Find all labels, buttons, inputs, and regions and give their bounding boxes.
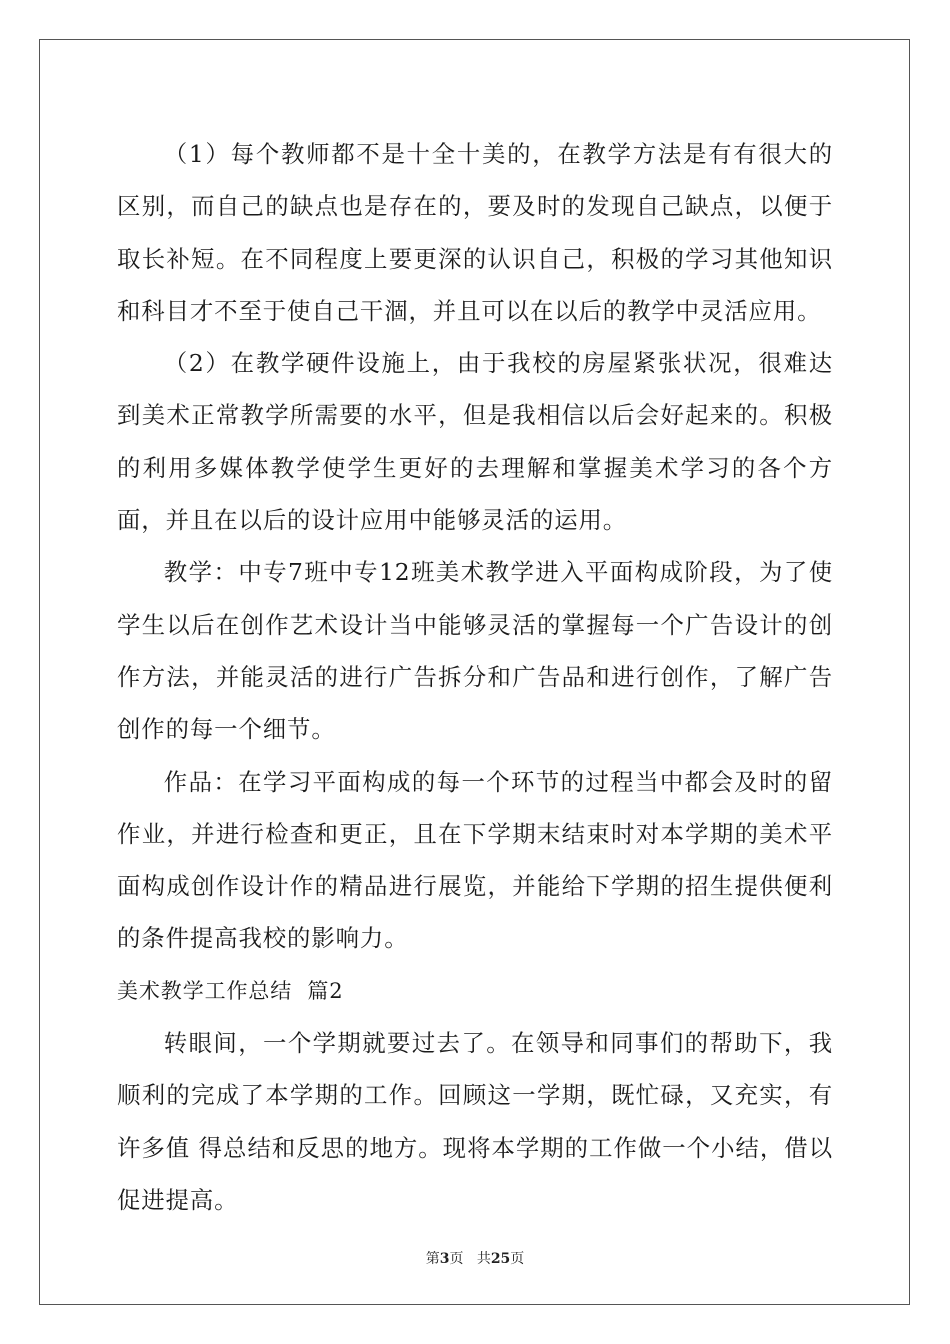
page-number: 3 [439,1251,450,1267]
paragraph-1: （1）每个教师都不是十全十美的，在教学方法是有有很大的区别，而自己的缺点也是存在的，要及时的发现自己缺点，以便于取长补短。在不同程度上要更深的认识自己，积极的学习其他知识和科目才不至于使自己干涸，并且可以在以后的教学中灵活应用。 [117,140,833,325]
page-suffix: 页 [449,1251,464,1267]
paragraph-5: 转眼间，一个学期就要过去了。在领导和同事们的帮助下，我顺利的完成了本学期的工作。回顾这一学期，既忙碌，又充实，有许多值 得总结和反思的地方。现将本学期的工作做一个小结，借以促进提高。 [117,1029,833,1214]
paragraph-2: （2）在教学硬件设施上，由于我校的房屋紧张状况，很难达到美术正常教学所需要的水平，但是我相信以后会好起来的。积极的利用多媒体教学使学生更好的去理解和掌握美术学习的各个方面，并且在以后的设计应用中能够灵活的运用。 [117,349,833,535]
total-suffix: 页 [510,1251,525,1267]
total-pages: 25 [490,1251,511,1267]
page-footer [0,1248,950,1268]
total-prefix: 共 [476,1251,491,1267]
paragraph-4: 作品：在学习平面构成的每一个环节的过程当中都会及时的留作业，并进行检查和更正，且在下学期末结束时对本学期的美术平面构成创作设计作的精品进行展览，并能给下学期的招生提供便利的条件提高我校的影响力。 [117,767,833,953]
paragraph-3: 教学：中专7班中专12班美术教学进入平面构成阶段，为了使学生以后在创作艺术设计当中能够灵活的掌握每一个广告设计的创作方法，并能灵活的进行广告拆分和广告品和进行创作，了解广告创作的每一个细节。 [117,558,833,744]
page-prefix: 第 [425,1251,440,1267]
section-heading: 美术教学工作总结 篇2 [117,978,344,1003]
document-body [117,128,833,1226]
